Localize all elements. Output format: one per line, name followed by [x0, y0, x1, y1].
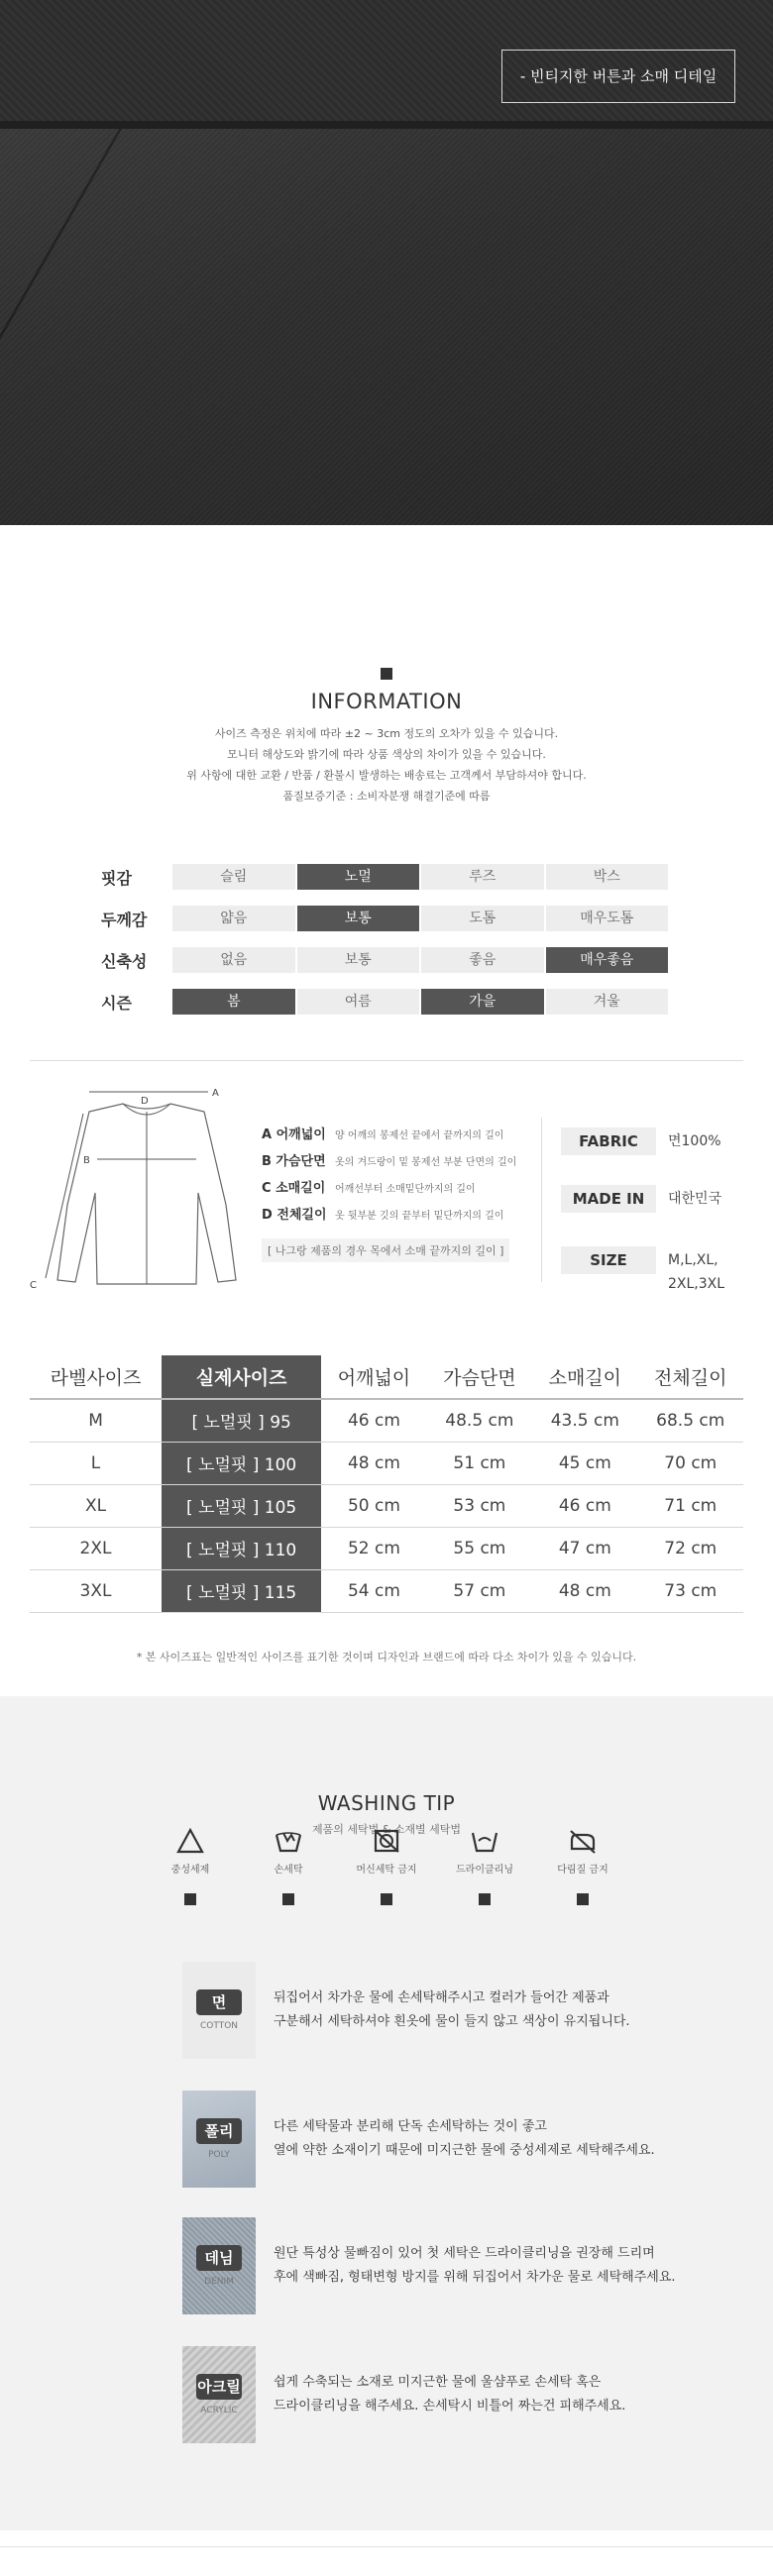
option-cell-selected: 매우좋음 — [546, 947, 669, 973]
size-table-note: * 본 사이즈표는 일반적인 사이즈를 표기한 것이며 디자인과 브랜드에 따라 다소 차이가 있을 수 있습니다. — [136, 1651, 637, 1664]
material-eng: POLY — [208, 2150, 230, 2160]
no-machine-wash-icon — [372, 1827, 401, 1855]
table-cell: 53 cm — [427, 1484, 532, 1527]
size-table — [30, 1355, 743, 1613]
material-text — [274, 2371, 625, 2418]
care-marker — [577, 1893, 589, 1905]
table-cell-highlight: [ 노멀핏 ] 100 — [162, 1442, 321, 1484]
table-cell: 46 cm — [321, 1399, 426, 1442]
option-cell: 슬림 — [172, 864, 295, 890]
table-cell: 48 cm — [321, 1442, 426, 1484]
table-cell: 45 cm — [532, 1442, 637, 1484]
table-cell: 70 cm — [638, 1442, 743, 1484]
made-in-spec — [561, 1185, 759, 1213]
season-row — [101, 981, 668, 1022]
photo-caption: - 빈티지한 버튼과 소매 디테일 — [501, 50, 735, 103]
table-cell: XL — [30, 1484, 162, 1527]
information-notes — [0, 723, 773, 806]
fabric-seam — [0, 121, 773, 129]
cotton-swatch — [182, 1962, 256, 2059]
table-cell: 57 cm — [427, 1569, 532, 1612]
care-marker — [282, 1893, 294, 1905]
neutral-detergent-icon — [175, 1827, 205, 1855]
care-marker — [184, 1893, 196, 1905]
row-label: 핏감 — [101, 868, 132, 888]
material-line: 열에 약한 소재이기 때문에 미지근한 물에 중성세제로 세탁해주세요. — [274, 2143, 655, 2158]
spec-value-line: 2XL,3XL — [668, 1276, 725, 1292]
fit-row — [101, 856, 668, 898]
size-spec — [561, 1246, 759, 1296]
table-cell: 71 cm — [638, 1484, 743, 1527]
measure-key: B 가슴단면 — [262, 1154, 326, 1169]
option-cell-selected: 보통 — [297, 906, 420, 931]
care-icons — [149, 1827, 624, 1905]
material-badge: 아크릴 — [196, 2374, 242, 2400]
measure-desc: 옷 뒷부분 깃의 끝부터 밑단까지의 길이 — [335, 1211, 504, 1222]
material-line: 구분해서 세탁하셔야 흰옷에 물이 들지 않고 색상이 유지됩니다. — [274, 2014, 630, 2029]
table-cell-highlight: [ 노멀핏 ] 115 — [162, 1569, 321, 1612]
care-item — [247, 1827, 330, 1905]
vertical-divider — [541, 1118, 542, 1282]
detail-photo — [0, 0, 773, 525]
spec-label: FABRIC — [561, 1127, 656, 1155]
measure-key: C 소매길이 — [262, 1181, 326, 1196]
table-cell: L — [30, 1442, 162, 1484]
material-text — [274, 2242, 676, 2290]
page-bottom-divider — [0, 2546, 773, 2547]
material-line: 원단 특성상 물빠짐이 있어 첫 세탁은 드라이클리닝을 권장해 드리며 — [274, 2246, 655, 2261]
material-eng: ACRYLIC — [200, 2406, 238, 2415]
spec-value: 대한민국 — [668, 1191, 722, 1207]
care-item — [345, 1827, 428, 1905]
measure-item — [262, 1150, 529, 1177]
measure-item — [262, 1177, 529, 1204]
measure-desc: 양 어깨의 봉제선 끝에서 끝까지의 길이 — [335, 1130, 504, 1141]
information-header — [0, 668, 773, 806]
label-c: C — [30, 1280, 37, 1291]
care-label: 머신세탁 금지 — [356, 1865, 417, 1876]
header-cell: 어깨넓이 — [321, 1355, 426, 1399]
material-badge: 면 — [196, 1989, 242, 2015]
table-row — [30, 1484, 743, 1527]
material-eng: DENIM — [204, 2277, 234, 2287]
care-item — [443, 1827, 526, 1905]
table-cell: 68.5 cm — [638, 1399, 743, 1442]
option-cell: 겨울 — [546, 989, 669, 1015]
header-cell: 전체길이 — [638, 1355, 743, 1399]
no-ironing-icon — [568, 1827, 598, 1855]
care-marker — [479, 1893, 491, 1905]
option-cell-selected: 노멀 — [297, 864, 420, 890]
material-cotton — [182, 1962, 698, 2059]
table-cell: 52 cm — [321, 1527, 426, 1569]
label-d: D — [141, 1096, 149, 1107]
label-a: A — [212, 1088, 219, 1099]
acrylic-swatch — [182, 2346, 256, 2443]
option-cell: 없음 — [172, 947, 295, 973]
option-cell: 박스 — [546, 864, 669, 890]
material-line: 드라이클리닝을 해주세요. 손세탁시 비틀어 짜는건 피해주세요. — [274, 2399, 626, 2414]
option-cell: 좋음 — [421, 947, 544, 973]
jacket-measure-diagram — [24, 1086, 246, 1298]
table-cell-highlight: [ 노멀핏 ] 105 — [162, 1484, 321, 1527]
option-cell-selected: 봄 — [172, 989, 295, 1015]
option-cell: 보통 — [297, 947, 420, 973]
row-label: 두께감 — [101, 910, 148, 929]
table-cell: M — [30, 1399, 162, 1442]
table-cell-highlight: [ 노멀핏 ] 110 — [162, 1527, 321, 1569]
care-label: 드라이클리닝 — [456, 1865, 513, 1876]
spec-label: SIZE — [561, 1246, 656, 1274]
dry-clean-icon — [470, 1827, 499, 1855]
option-cell-selected: 가을 — [421, 989, 544, 1015]
material-line: 후에 색빠짐, 형태변형 방지를 위해 뒤집어서 차가운 물로 세탁해주세요. — [274, 2270, 676, 2285]
measure-desc: 어깨선부터 소매밑단까지의 길이 — [335, 1184, 476, 1195]
header-cell: 소매길이 — [532, 1355, 637, 1399]
row-label: 신축성 — [101, 951, 148, 971]
measure-legend — [262, 1124, 529, 1262]
table-row — [30, 1399, 743, 1442]
measure-desc: 옷의 겨드랑이 밑 봉제선 부분 단면의 길이 — [335, 1157, 517, 1168]
thickness-row — [101, 898, 668, 939]
washing-subtitle: 제품의 세탁법 & 소재별 세탁법 — [311, 1823, 462, 1836]
table-cell: 50 cm — [321, 1484, 426, 1527]
label-b: B — [83, 1155, 90, 1166]
table-header-row — [30, 1355, 743, 1399]
raglan-note: [ 나그랑 제품의 경우 목에서 소매 끝까지의 길이 ] — [262, 1238, 509, 1262]
material-text — [274, 2115, 655, 2163]
table-cell: 54 cm — [321, 1569, 426, 1612]
info-note: 위 사항에 대한 교환 / 반품 / 환불시 발생하는 배송료는 고객께서 부담하셔야 합니다. — [186, 769, 587, 782]
spec-value-line: M,L,XL, — [668, 1252, 718, 1268]
material-denim — [182, 2217, 698, 2314]
section-marker — [381, 668, 392, 680]
table-cell: 73 cm — [638, 1569, 743, 1612]
table-cell: 48 cm — [532, 1569, 637, 1612]
section-divider — [30, 1060, 743, 1061]
spec-label: MADE IN — [561, 1185, 656, 1213]
care-label: 다림질 금지 — [557, 1865, 608, 1876]
attribute-grid — [101, 856, 668, 1022]
info-note: 품질보증기준 : 소비자분쟁 해결기준에 따름 — [282, 790, 491, 803]
care-label: 중성세제 — [170, 1865, 210, 1876]
care-item — [149, 1827, 232, 1905]
table-row — [30, 1527, 743, 1569]
material-line: 쉽게 수축되는 소재로 미지근한 물에 울샴푸로 손세탁 혹은 — [274, 2375, 602, 2390]
material-line: 뒤집어서 차가운 물에 손세탁해주시고 컬러가 들어간 제품과 — [274, 1990, 609, 2005]
table-cell: 47 cm — [532, 1527, 637, 1569]
option-cell: 얇음 — [172, 906, 295, 931]
material-acrylic — [182, 2346, 698, 2443]
table-cell: 43.5 cm — [532, 1399, 637, 1442]
row-label: 시즌 — [101, 993, 132, 1013]
care-marker — [381, 1893, 392, 1905]
table-cell-highlight: [ 노멀핏 ] 95 — [162, 1399, 321, 1442]
measure-item — [262, 1204, 529, 1231]
table-cell: 46 cm — [532, 1484, 637, 1527]
option-cell: 도톰 — [421, 906, 544, 931]
measure-key: D 전체길이 — [262, 1208, 327, 1223]
table-cell: 3XL — [30, 1569, 162, 1612]
table-row — [30, 1442, 743, 1484]
option-cell: 루즈 — [421, 864, 544, 890]
material-line: 다른 세탁물과 분리해 단독 손세탁하는 것이 좋고 — [274, 2119, 547, 2134]
denim-swatch — [182, 2217, 256, 2314]
table-cell: 55 cm — [427, 1527, 532, 1569]
measure-item — [262, 1124, 529, 1150]
option-cell: 여름 — [297, 989, 420, 1015]
material-poly — [182, 2091, 698, 2188]
spec-value — [656, 1246, 724, 1296]
table-cell: 51 cm — [427, 1442, 532, 1484]
washing-title: WASHING TIP — [317, 1791, 456, 1815]
fabric-spec — [561, 1127, 759, 1155]
material-text — [274, 1986, 630, 2034]
table-row — [30, 1569, 743, 1612]
poly-swatch — [182, 2091, 256, 2188]
header-cell-highlight: 실제사이즈 — [162, 1355, 321, 1399]
material-eng: COTTON — [199, 2021, 239, 2031]
measure-key: A 어깨넓이 — [262, 1127, 326, 1142]
information-title: INFORMATION — [310, 690, 463, 713]
info-note: 모니터 해상도와 밝기에 따라 상품 색상의 차이가 있을 수 있습니다. — [227, 748, 546, 761]
care-item — [541, 1827, 624, 1905]
material-badge: 폴리 — [196, 2118, 242, 2144]
table-cell: 72 cm — [638, 1527, 743, 1569]
header-cell: 라벨사이즈 — [30, 1355, 162, 1399]
stretch-row — [101, 939, 668, 981]
info-note: 사이즈 측정은 위치에 따라 ±2 ~ 3cm 정도의 오차가 있을 수 있습니다. — [214, 727, 559, 740]
care-label: 손세탁 — [274, 1865, 303, 1876]
washing-tip-section — [0, 1696, 773, 2530]
spec-value: 면100% — [668, 1133, 721, 1149]
table-cell: 48.5 cm — [427, 1399, 532, 1442]
material-badge: 데님 — [196, 2245, 242, 2271]
table-cell: 2XL — [30, 1527, 162, 1569]
header-cell: 가슴단면 — [427, 1355, 532, 1399]
option-cell: 매우도톰 — [546, 906, 669, 931]
hand-wash-icon — [274, 1827, 303, 1855]
